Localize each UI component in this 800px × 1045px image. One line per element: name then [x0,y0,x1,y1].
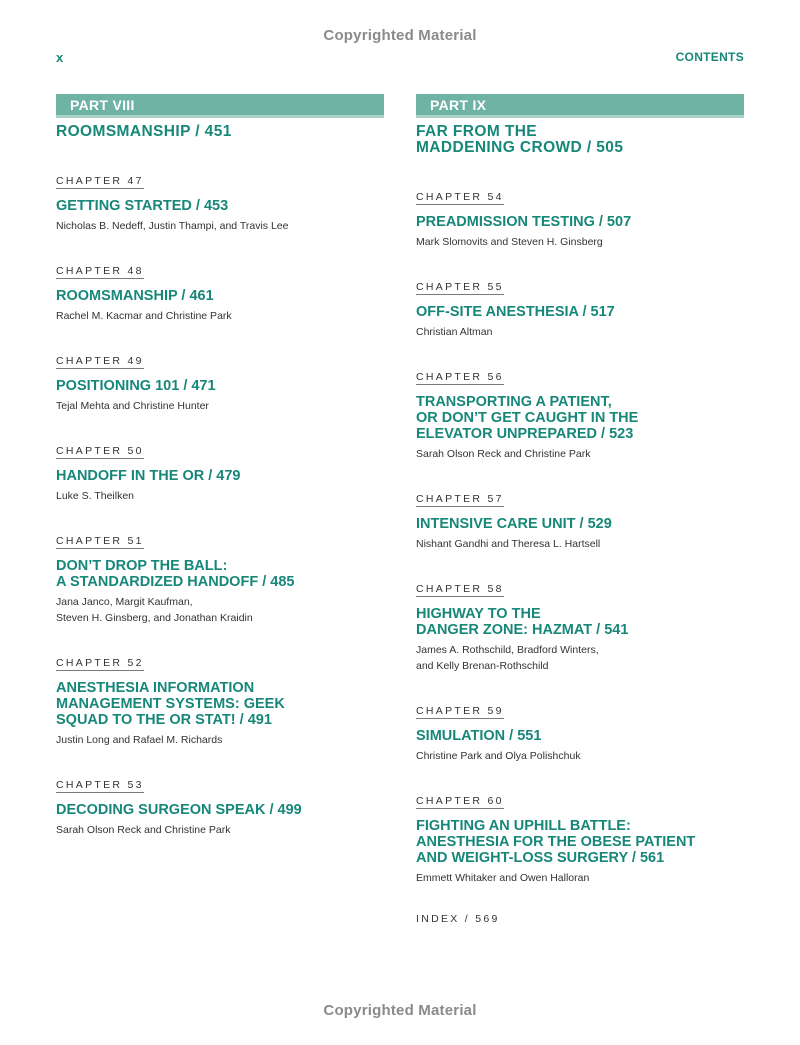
chapter-entry [56,171,384,234]
part-viii-column [56,94,384,865]
chapter-entry [56,261,384,324]
running-head: CONTENTS [675,50,744,64]
chapter-authors: Rachel M. Kacmar and Christine Park [56,310,232,322]
chapter-label: CHAPTER 57 [416,493,504,505]
chapter-authors: Sarah Olson Reck and Christine Park [56,824,231,836]
chapter-authors: Nishant Gandhi and Theresa L. Hartsell [416,538,601,550]
chapter-label: CHAPTER 50 [56,445,144,457]
chapter-list [56,171,384,838]
chapter-title: DON’T DROP THE BALL: A STANDARDIZED HANDOFF / 485 [56,558,295,590]
chapter-title: PREADMISSION TESTING / 507 [416,214,632,230]
chapter-label: CHAPTER 49 [56,355,144,367]
copyright-watermark-top: Copyrighted Material [323,27,477,44]
part-label: PART IX [416,94,744,118]
chapter-label: CHAPTER 53 [56,779,144,791]
part-label: PART VIII [56,94,384,118]
chapter-entry [416,489,744,552]
chapter-authors: Luke S. Theilken [56,490,135,502]
chapter-entry [56,653,384,748]
chapter-title: TRANSPORTING A PATIENT, OR DON’T GET CAUGHT IN THE ELEVATOR UNPREPARED / 523 [416,394,639,442]
chapter-label: CHAPTER 52 [56,657,144,669]
chapter-title: GETTING STARTED / 453 [56,198,229,214]
chapter-title: DECODING SURGEON SPEAK / 499 [56,802,302,818]
part-ix-column [416,94,744,925]
chapter-title: HANDOFF IN THE OR / 479 [56,468,241,484]
chapter-authors: Mark Slomovits and Steven H. Ginsberg [416,236,603,248]
chapter-authors: Christine Park and Olya Polishchuk [416,750,581,762]
chapter-authors: Emmett Whitaker and Owen Halloran [416,872,590,884]
chapter-label: CHAPTER 47 [56,175,144,187]
chapter-authors: Jana Janco, Margit Kaufman, Steven H. Ginsberg, and Jonathan Kraidin [56,596,253,624]
chapter-label: CHAPTER 60 [416,795,504,807]
chapter-title: SIMULATION / 551 [416,728,542,744]
chapter-authors: Justin Long and Rafael M. Richards [56,734,223,746]
chapter-label: CHAPTER 55 [416,281,504,293]
chapter-authors: James A. Rothschild, Bradford Winters, and Kelly Brenan-Rothschild [416,644,599,672]
chapter-title: FIGHTING AN UPHILL BATTLE: ANESTHESIA FOR THE OBESE PATIENT AND WEIGHT-LOSS SURGERY / 561 [416,818,696,866]
chapter-entry [416,579,744,674]
chapter-authors: Nicholas B. Nedeff, Justin Thampi, and Travis Lee [56,220,289,232]
chapter-label: CHAPTER 51 [56,535,144,547]
chapter-list [416,187,744,925]
chapter-entry [56,351,384,414]
chapter-title: ANESTHESIA INFORMATION MANAGEMENT SYSTEMS: GEEK SQUAD TO THE OR STAT! / 491 [56,680,285,728]
chapter-title: POSITIONING 101 / 471 [56,378,216,394]
chapter-entry [416,701,744,764]
chapter-authors: Christian Altman [416,326,493,338]
chapter-label: CHAPTER 56 [416,371,504,383]
chapter-entry [56,775,384,838]
part-title: FAR FROM THE MADDENING CROWD / 505 [416,123,624,156]
index-entry: INDEX / 569 [416,913,500,925]
chapter-title: HIGHWAY TO THE DANGER ZONE: HAZMAT / 541 [416,606,629,638]
chapter-label: CHAPTER 58 [416,583,504,595]
chapter-title: INTENSIVE CARE UNIT / 529 [416,516,612,532]
chapter-label: CHAPTER 48 [56,265,144,277]
chapter-label: CHAPTER 59 [416,705,504,717]
chapter-title: ROOMSMANSHIP / 461 [56,288,214,304]
chapter-entry [416,277,744,340]
chapter-entry [416,367,744,462]
chapter-entry [416,187,744,250]
chapter-authors: Tejal Mehta and Christine Hunter [56,400,209,412]
chapter-entry [56,531,384,626]
part-title: ROOMSMANSHIP / 451 [56,123,232,140]
chapter-authors: Sarah Olson Reck and Christine Park [416,448,591,460]
chapter-label: CHAPTER 54 [416,191,504,203]
chapter-title: OFF-SITE ANESTHESIA / 517 [416,304,615,320]
chapter-entry [416,791,744,886]
copyright-watermark-bottom: Copyrighted Material [323,1002,477,1019]
page-number: x [56,50,64,65]
chapter-entry [56,441,384,504]
